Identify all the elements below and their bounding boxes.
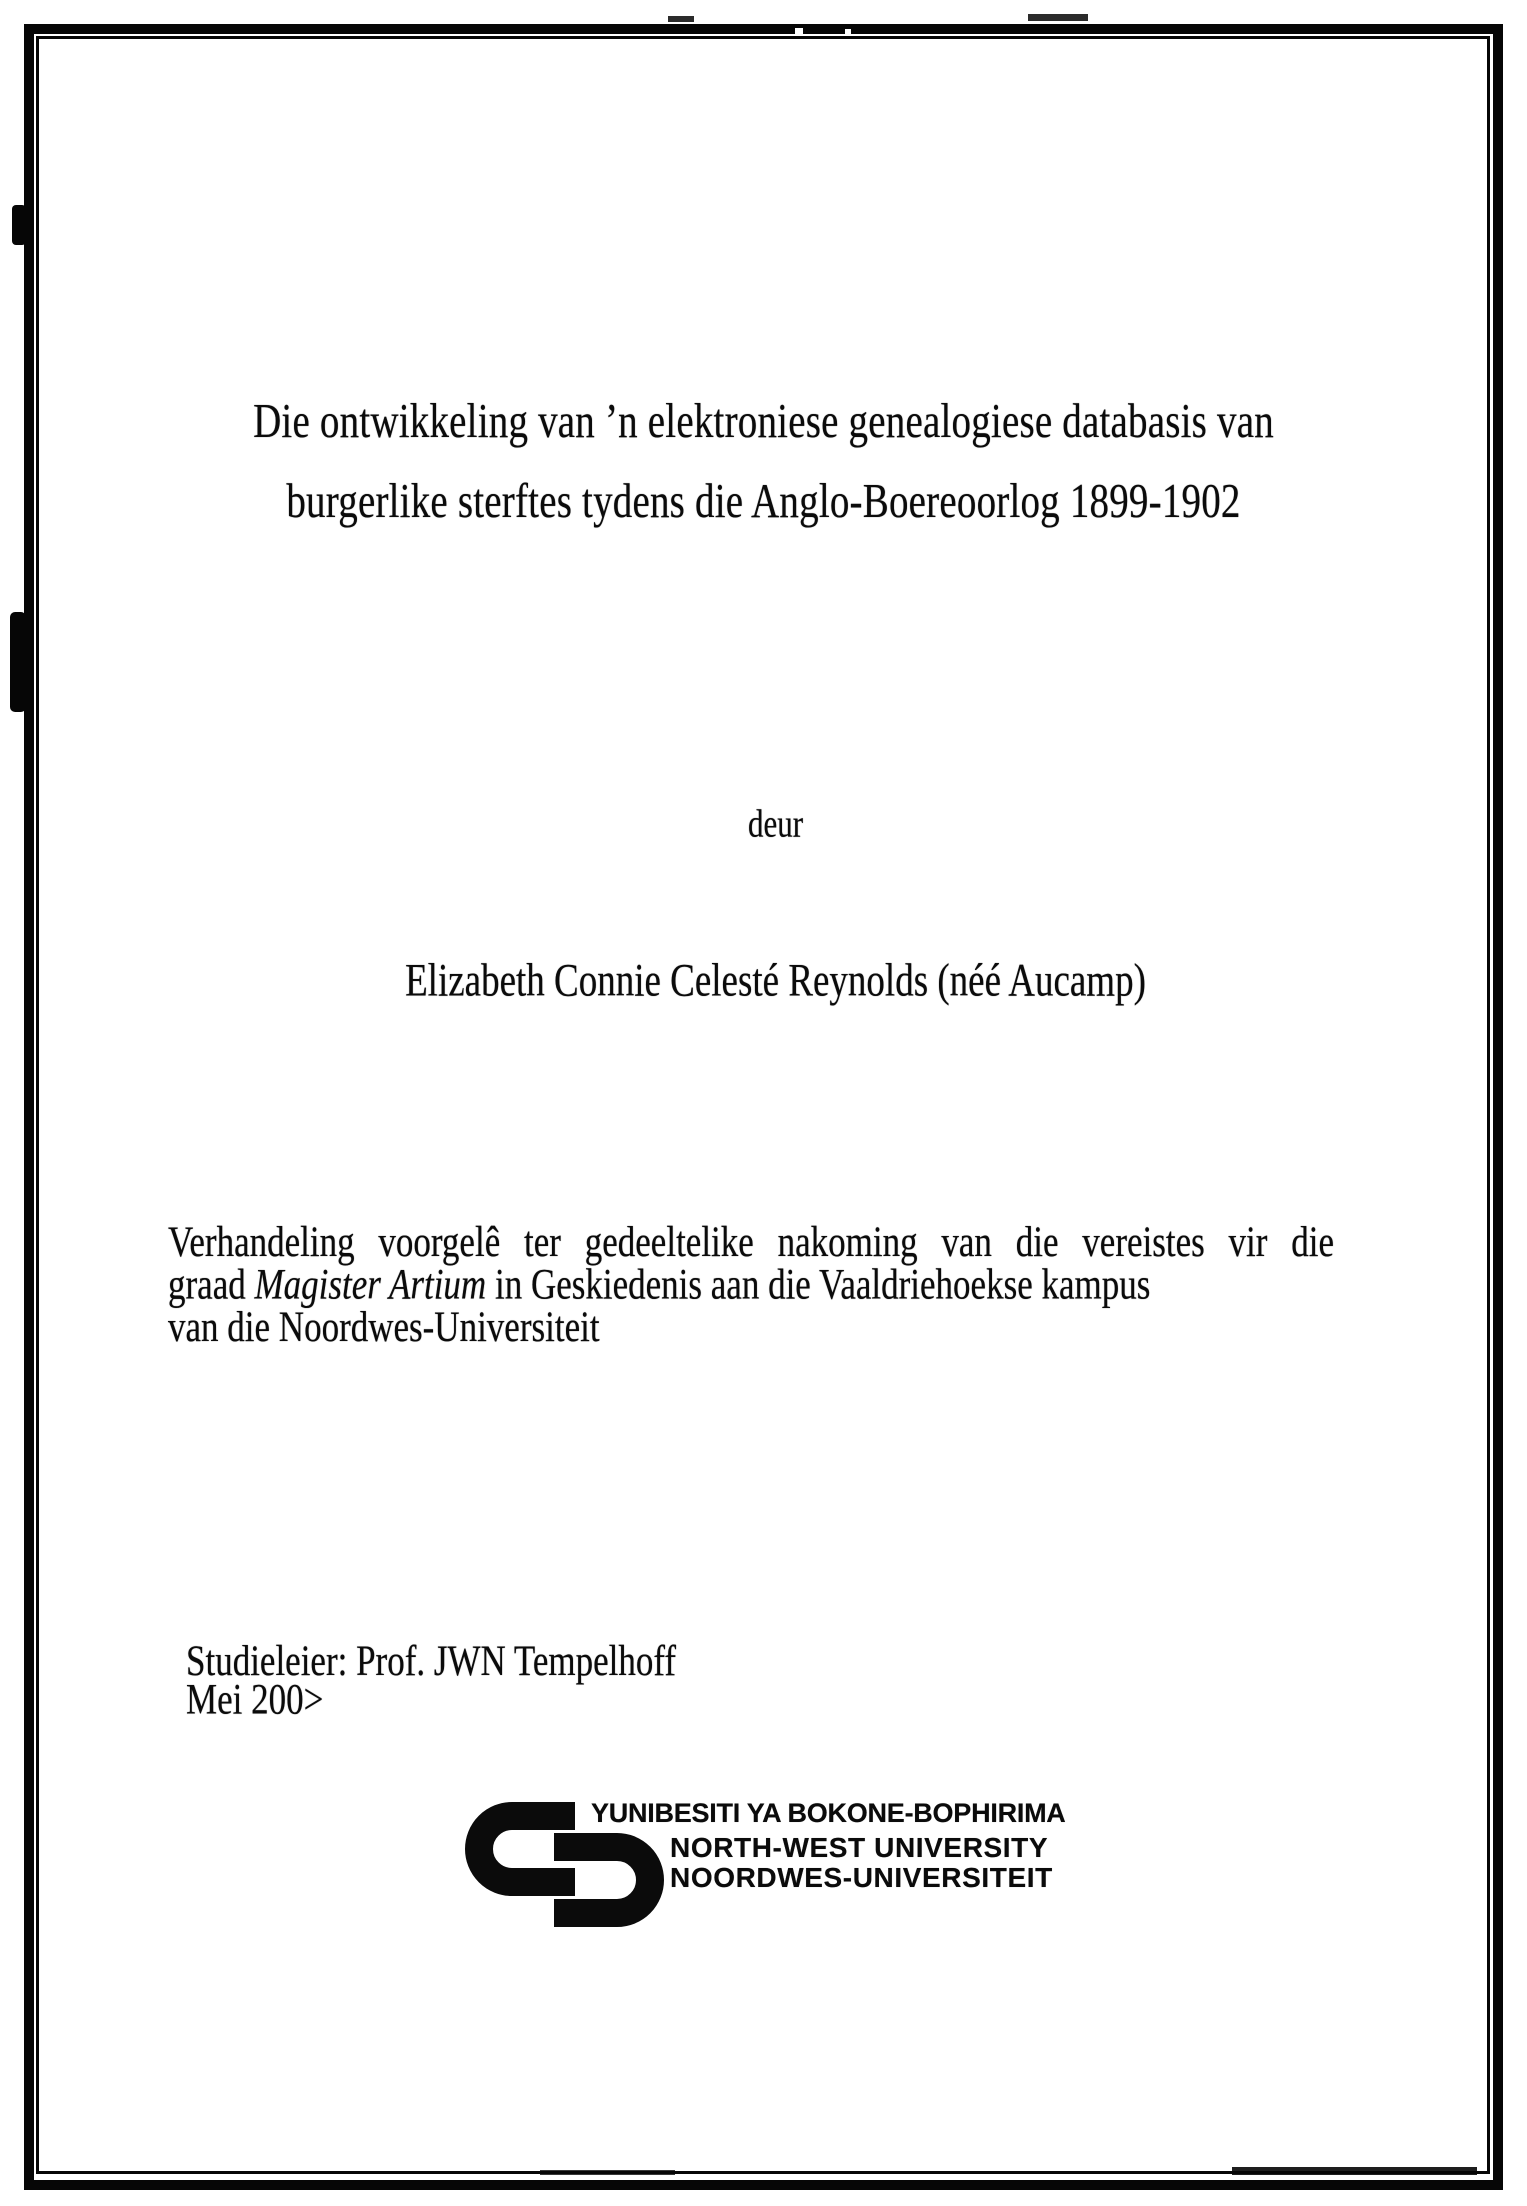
scan-artifact-bottom-smudge (540, 2170, 675, 2175)
logo-text-english: NORTH-WEST UNIVERSITY (670, 1832, 1049, 1863)
degree-statement-line3: van die Noordwes-Universiteit (168, 1302, 600, 1351)
logo-text-setswana: YUNIBESITI YA BOKONE-BOPHIRIMA (591, 1798, 1066, 1828)
thesis-title (0, 382, 1527, 542)
scan-artifact-top-fleck (668, 16, 694, 22)
scan-artifact-left-blob (12, 205, 26, 245)
logo-text-afrikaans: NOORDWES-UNIVERSITEIT (670, 1862, 1053, 1893)
thesis-title-line2: burgerlike sterftes tydens die Anglo-Boereoorlog 1899-1902 (286, 474, 1241, 529)
degree-statement-line2 (168, 1259, 1334, 1309)
degree-statement-line1: Verhandeling voorgelê ter gedeeltelike nakoming van die vereistes vir die (168, 1217, 1334, 1266)
scan-artifact-bottom-smudge (1232, 2167, 1477, 2175)
degree-name-italic: Magister Artium (254, 1259, 487, 1309)
author-name: Elizabeth Connie Celesté Reynolds (néé Aucamp) (405, 955, 1146, 1007)
scan-artifact-border-nick (845, 29, 851, 34)
supervisor-line: Studieleier: Prof. JWN Tempelhoff (186, 1636, 677, 1685)
degree-statement-line2-prefix: graad (168, 1259, 255, 1309)
scan-artifact-border-nick (795, 28, 803, 34)
supervisor-block (186, 1636, 677, 1724)
byline-deur: deur (747, 801, 804, 846)
scan-artifact-top-fleck (1028, 14, 1088, 21)
scan-artifact-left-blob (10, 612, 26, 712)
degree-statement (168, 1217, 1334, 1351)
thesis-title-line1: Die ontwikkeling van ’n elektroniese genealogiese databasis van (253, 394, 1274, 449)
degree-statement-line2-suffix: in Geskiedenis aan die Vaaldriehoekse kampus (486, 1259, 1151, 1309)
date-line: Mei 200> (186, 1674, 324, 1724)
